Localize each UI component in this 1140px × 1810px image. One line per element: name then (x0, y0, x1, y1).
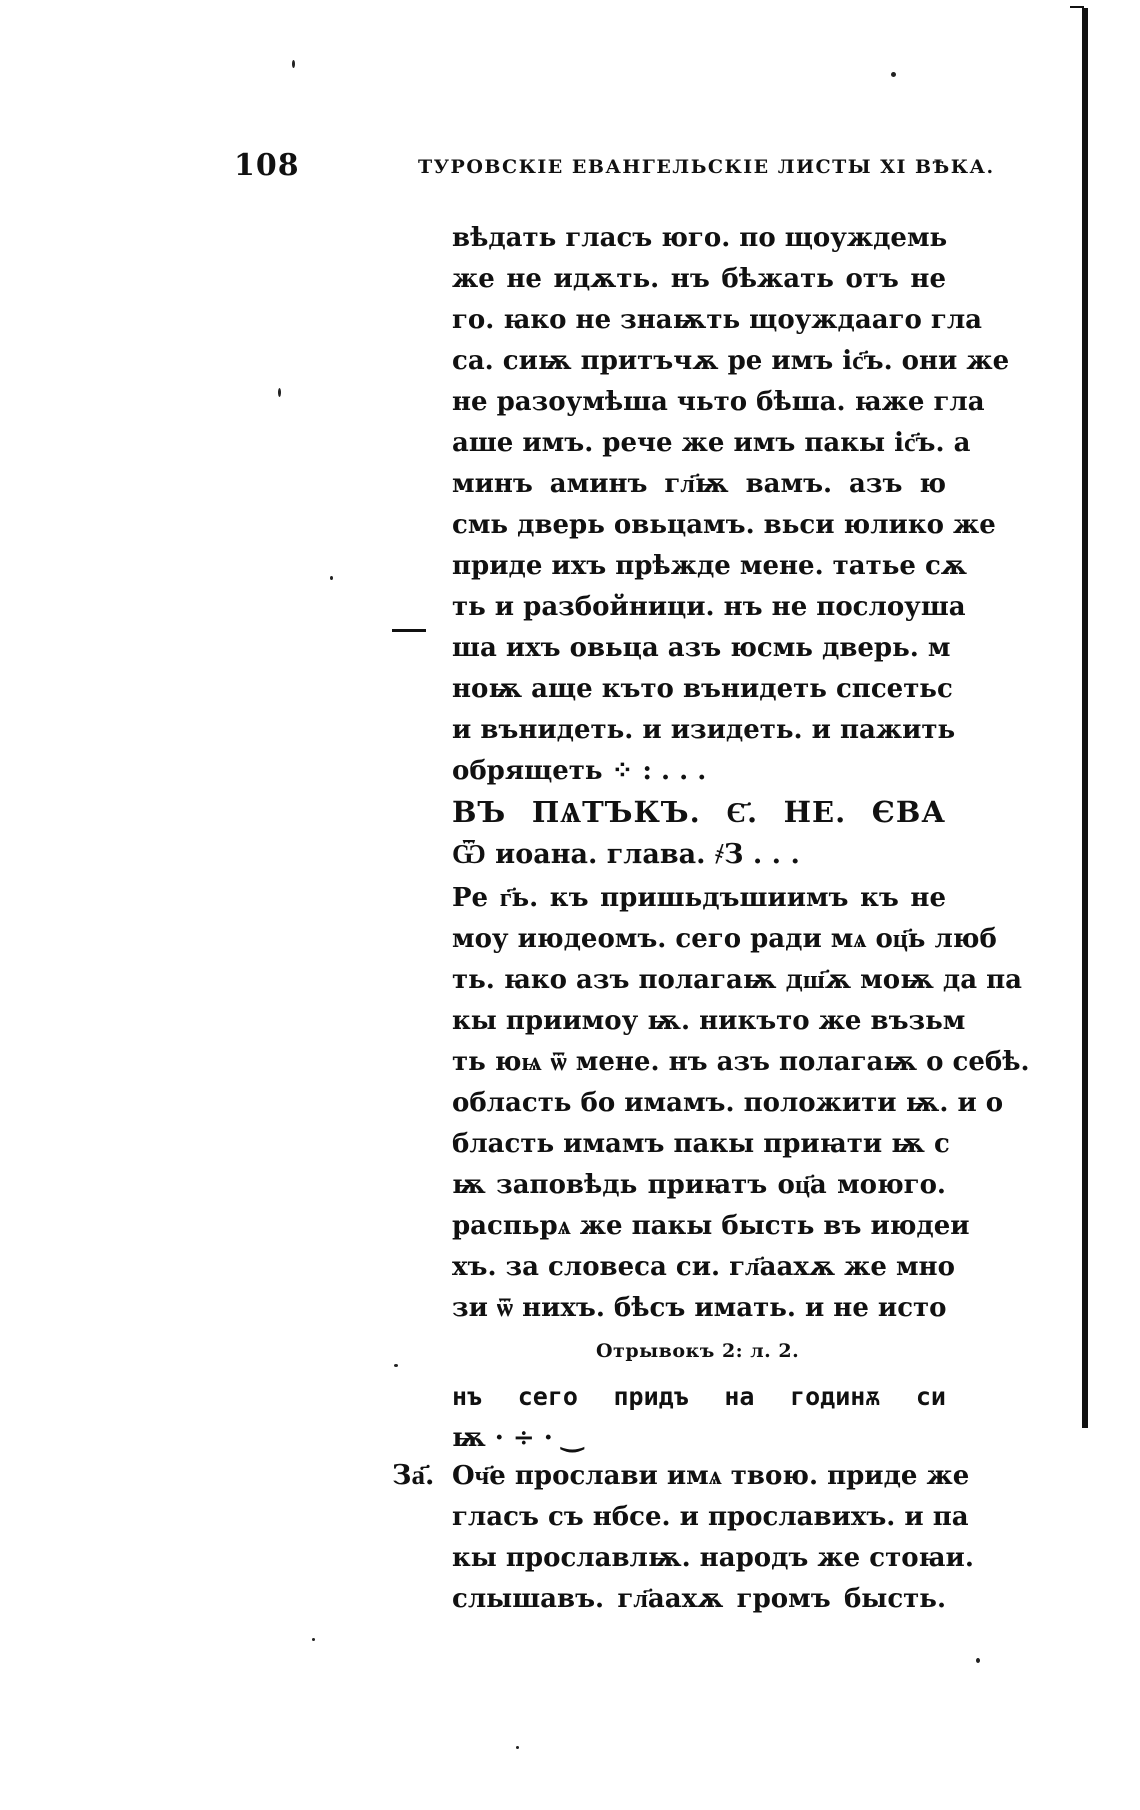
text-line: ть юѩ ѿ мене. нъ азъ полагаѭ о себѣ. (452, 1047, 1030, 1077)
text-line: ѭ · ÷ · ‿ (452, 1423, 583, 1453)
text-line: аше имъ. рече же имъ пакы іс҃ъ. а (452, 428, 971, 458)
text-line: са. сиѭ притъчѫ ре имъ іс҃ъ. они же (452, 346, 1010, 376)
scan-speck (312, 1638, 315, 1641)
text-line: бласть имамъ пакы приꙗти ѭ с (452, 1129, 950, 1159)
text-line: ть и разбойници. нъ не послоуша (452, 592, 966, 622)
margin-section-mark: За҃. (392, 1460, 435, 1491)
passage-1 (452, 218, 1010, 792)
passage-2 (452, 878, 1030, 1329)
scan-speck (976, 1658, 980, 1663)
passage-3 (452, 1376, 946, 1459)
fragment-label: Отрывокъ 2: л. 2. (596, 1340, 800, 1362)
text-line: ть. ꙗко азъ полагаѭ дш҃ѫ моѭ да па (452, 965, 1022, 995)
text-line: кы приимоу ѭ. никъто же възьм (452, 1006, 966, 1036)
text-line: приде ихъ прѣжде мене. татье сѫ (452, 551, 968, 581)
passage-4 (452, 1456, 974, 1620)
text-line: ноѭ аще къто вънидеть спсетьс (452, 674, 953, 704)
binding-edge-rule (1082, 8, 1088, 1428)
page-number: 108 (234, 148, 300, 183)
rubric-line: Ѿ иоана. глава. ҂З . . . (452, 839, 800, 870)
margin-dash (392, 629, 426, 632)
text-line: вѣдать гласъ юго. по щоуждемь (452, 223, 948, 253)
text-line: не разоумѣша чьто бѣша. ꙗже гла (452, 387, 985, 417)
text-line: моу июдеомъ. сего ради мѧ оц҃ь люб (452, 924, 997, 954)
text-line: смь дверь овьцамъ. вьси юлико же (452, 510, 996, 540)
text-line: Оч҃е прослави имѧ твою. приде же (452, 1461, 970, 1491)
text-line: гласъ съ нбсе. и прославихъ. и па (452, 1502, 969, 1532)
scan-speck (330, 576, 333, 580)
text-line: слышавъ. гл҃аахѫ громъ бысть. (452, 1584, 946, 1614)
running-title: ТУРОВСКІЕ ЕВАНГЕЛЬСКІЕ ЛИСТЫ XI ВѢКА. (418, 156, 995, 178)
text-line: распьрѧ же пакы бысть въ июдеи (452, 1211, 970, 1241)
text-line: область бо имамъ. положити ѭ. и о (452, 1088, 1004, 1118)
text-line: ша ихъ овьца азъ юсмь дверь. м (452, 633, 951, 663)
text-line: ѭ заповѣдь приꙗтъ оц҃а моюго. (452, 1170, 946, 1200)
rubric-heading (452, 790, 946, 875)
text-line: обрящеть ⁘ : . . . (452, 756, 707, 786)
text-line: го. ꙗко не знаѭть щоуждааго гла (452, 305, 983, 335)
text-line: зи ѿ нихъ. бѣсъ имать. и не исто (452, 1293, 947, 1323)
scan-speck (516, 1746, 519, 1749)
scan-speck (278, 388, 281, 397)
text-line: же не идѫть. нъ бѣжать отъ не (452, 264, 946, 294)
text-line: Ре г҃ь. къ пришьдъшиимъ къ не (452, 883, 946, 913)
text-line: нъ сего придъ на годинѫ си (452, 1382, 946, 1411)
rubric-line: ВЪ ПѦТЪКЪ. Є҃. НЕ. ЄВА (452, 795, 946, 829)
scan-speck (292, 60, 295, 68)
text-line: минъ аминъ гл҃ѭ вамъ. азъ ю (452, 469, 946, 499)
scan-speck (394, 1364, 398, 1367)
scan-speck (891, 72, 896, 77)
text-line: и вънидеть. и изидеть. и пажить (452, 715, 956, 745)
text-line: хъ. за словеса си. гл҃аахѫ же мно (452, 1252, 955, 1282)
text-line: кы прославлѭ. народъ же стоꙗи. (452, 1543, 974, 1573)
